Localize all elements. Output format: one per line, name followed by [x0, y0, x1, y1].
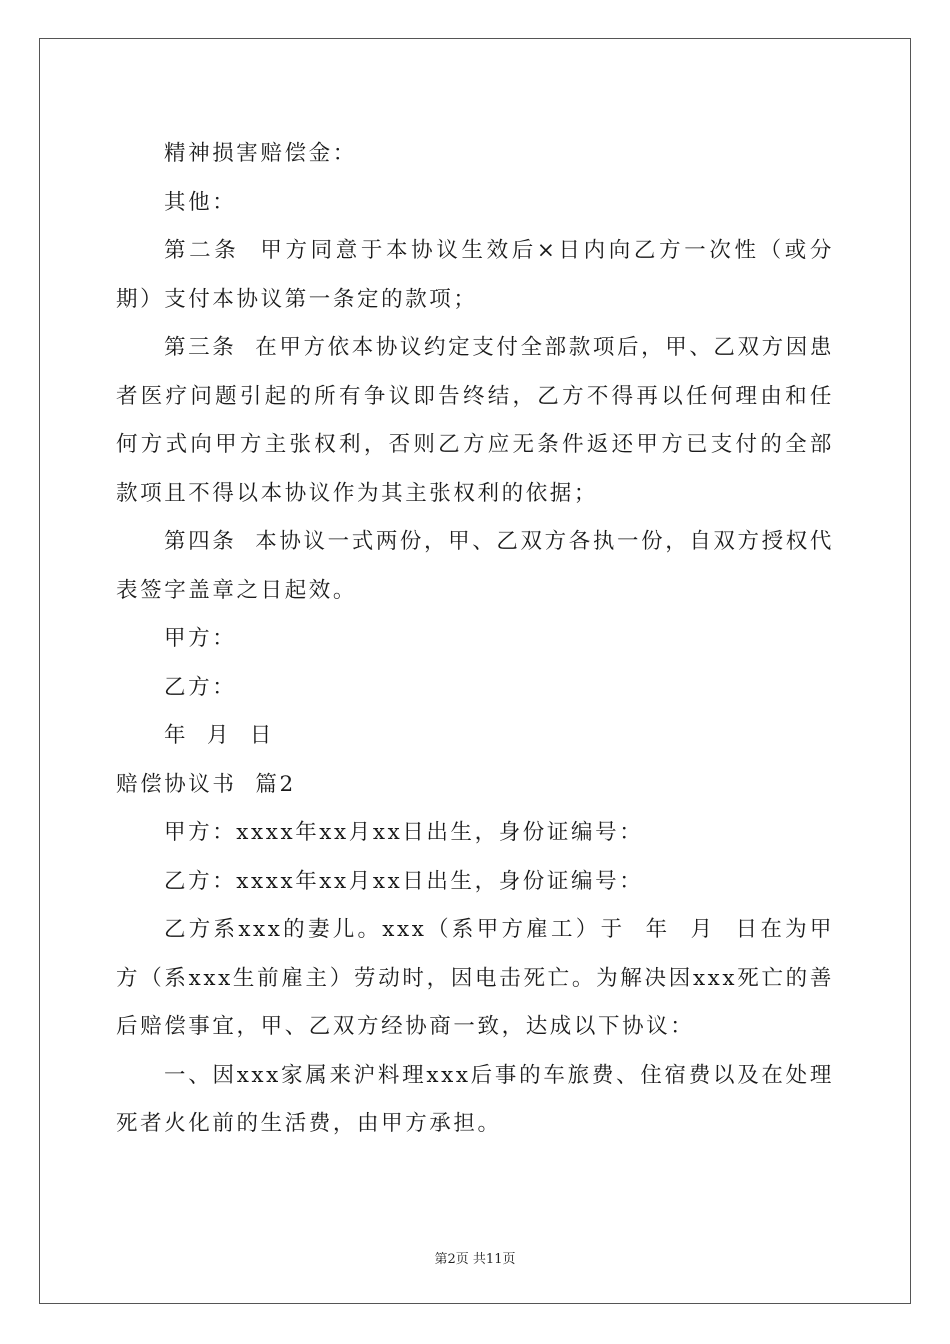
paragraph-other: 其他：: [164, 189, 237, 215]
signature-date: 年 月 日: [164, 723, 275, 748]
paragraph-article-2: 第二条 甲方同意于本协议生效后×日内向乙方一次性（或分期）支付本协议第一条定的款项；: [116, 238, 834, 312]
section-title: 赔偿协议书 篇2: [116, 771, 296, 797]
signature-party-b: 乙方：: [164, 674, 237, 700]
paragraph-mental-damages: 精神损害赔偿金：: [164, 141, 357, 166]
paragraph-article-4: 第四条 本协议一式两份，甲、乙双方各执一份，自双方授权代表签字盖章之日起效。: [116, 529, 834, 603]
party-b-info: 乙方：xxxx年xx月xx日出生，身份证编号：: [164, 868, 644, 894]
document-body: [116, 130, 834, 1149]
paragraph-background: 乙方系xxx的妻儿。xxx（系甲方雇工）于 年 月 日在为甲方（系xxx生前雇主）劳动时，因电击死亡。为解决因xxx死亡的善后赔偿事宜，甲、乙双方经协商一致，达成以下协议：: [116, 917, 834, 1039]
page-number: 第2页 共11页: [434, 1252, 516, 1267]
signature-party-a: 甲方：: [164, 626, 237, 651]
paragraph-clause-1: 一、因xxx家属来沪料理xxx后事的车旅费、住宿费以及在处理死者火化前的生活费，由甲方承担。: [116, 1062, 834, 1136]
paragraph-article-3: 第三条 在甲方依本协议约定支付全部款项后，甲、乙双方因患者医疗问题引起的所有争议即告终结，乙方不得再以任何理由和任何方式向甲方主张权利，否则乙方应无条件返还甲方已支付的全部款项且不得以本协议作为其主张权利的依据；: [116, 335, 834, 506]
party-a-info: 甲方：xxxx年xx月xx日出生，身份证编号：: [164, 820, 644, 845]
